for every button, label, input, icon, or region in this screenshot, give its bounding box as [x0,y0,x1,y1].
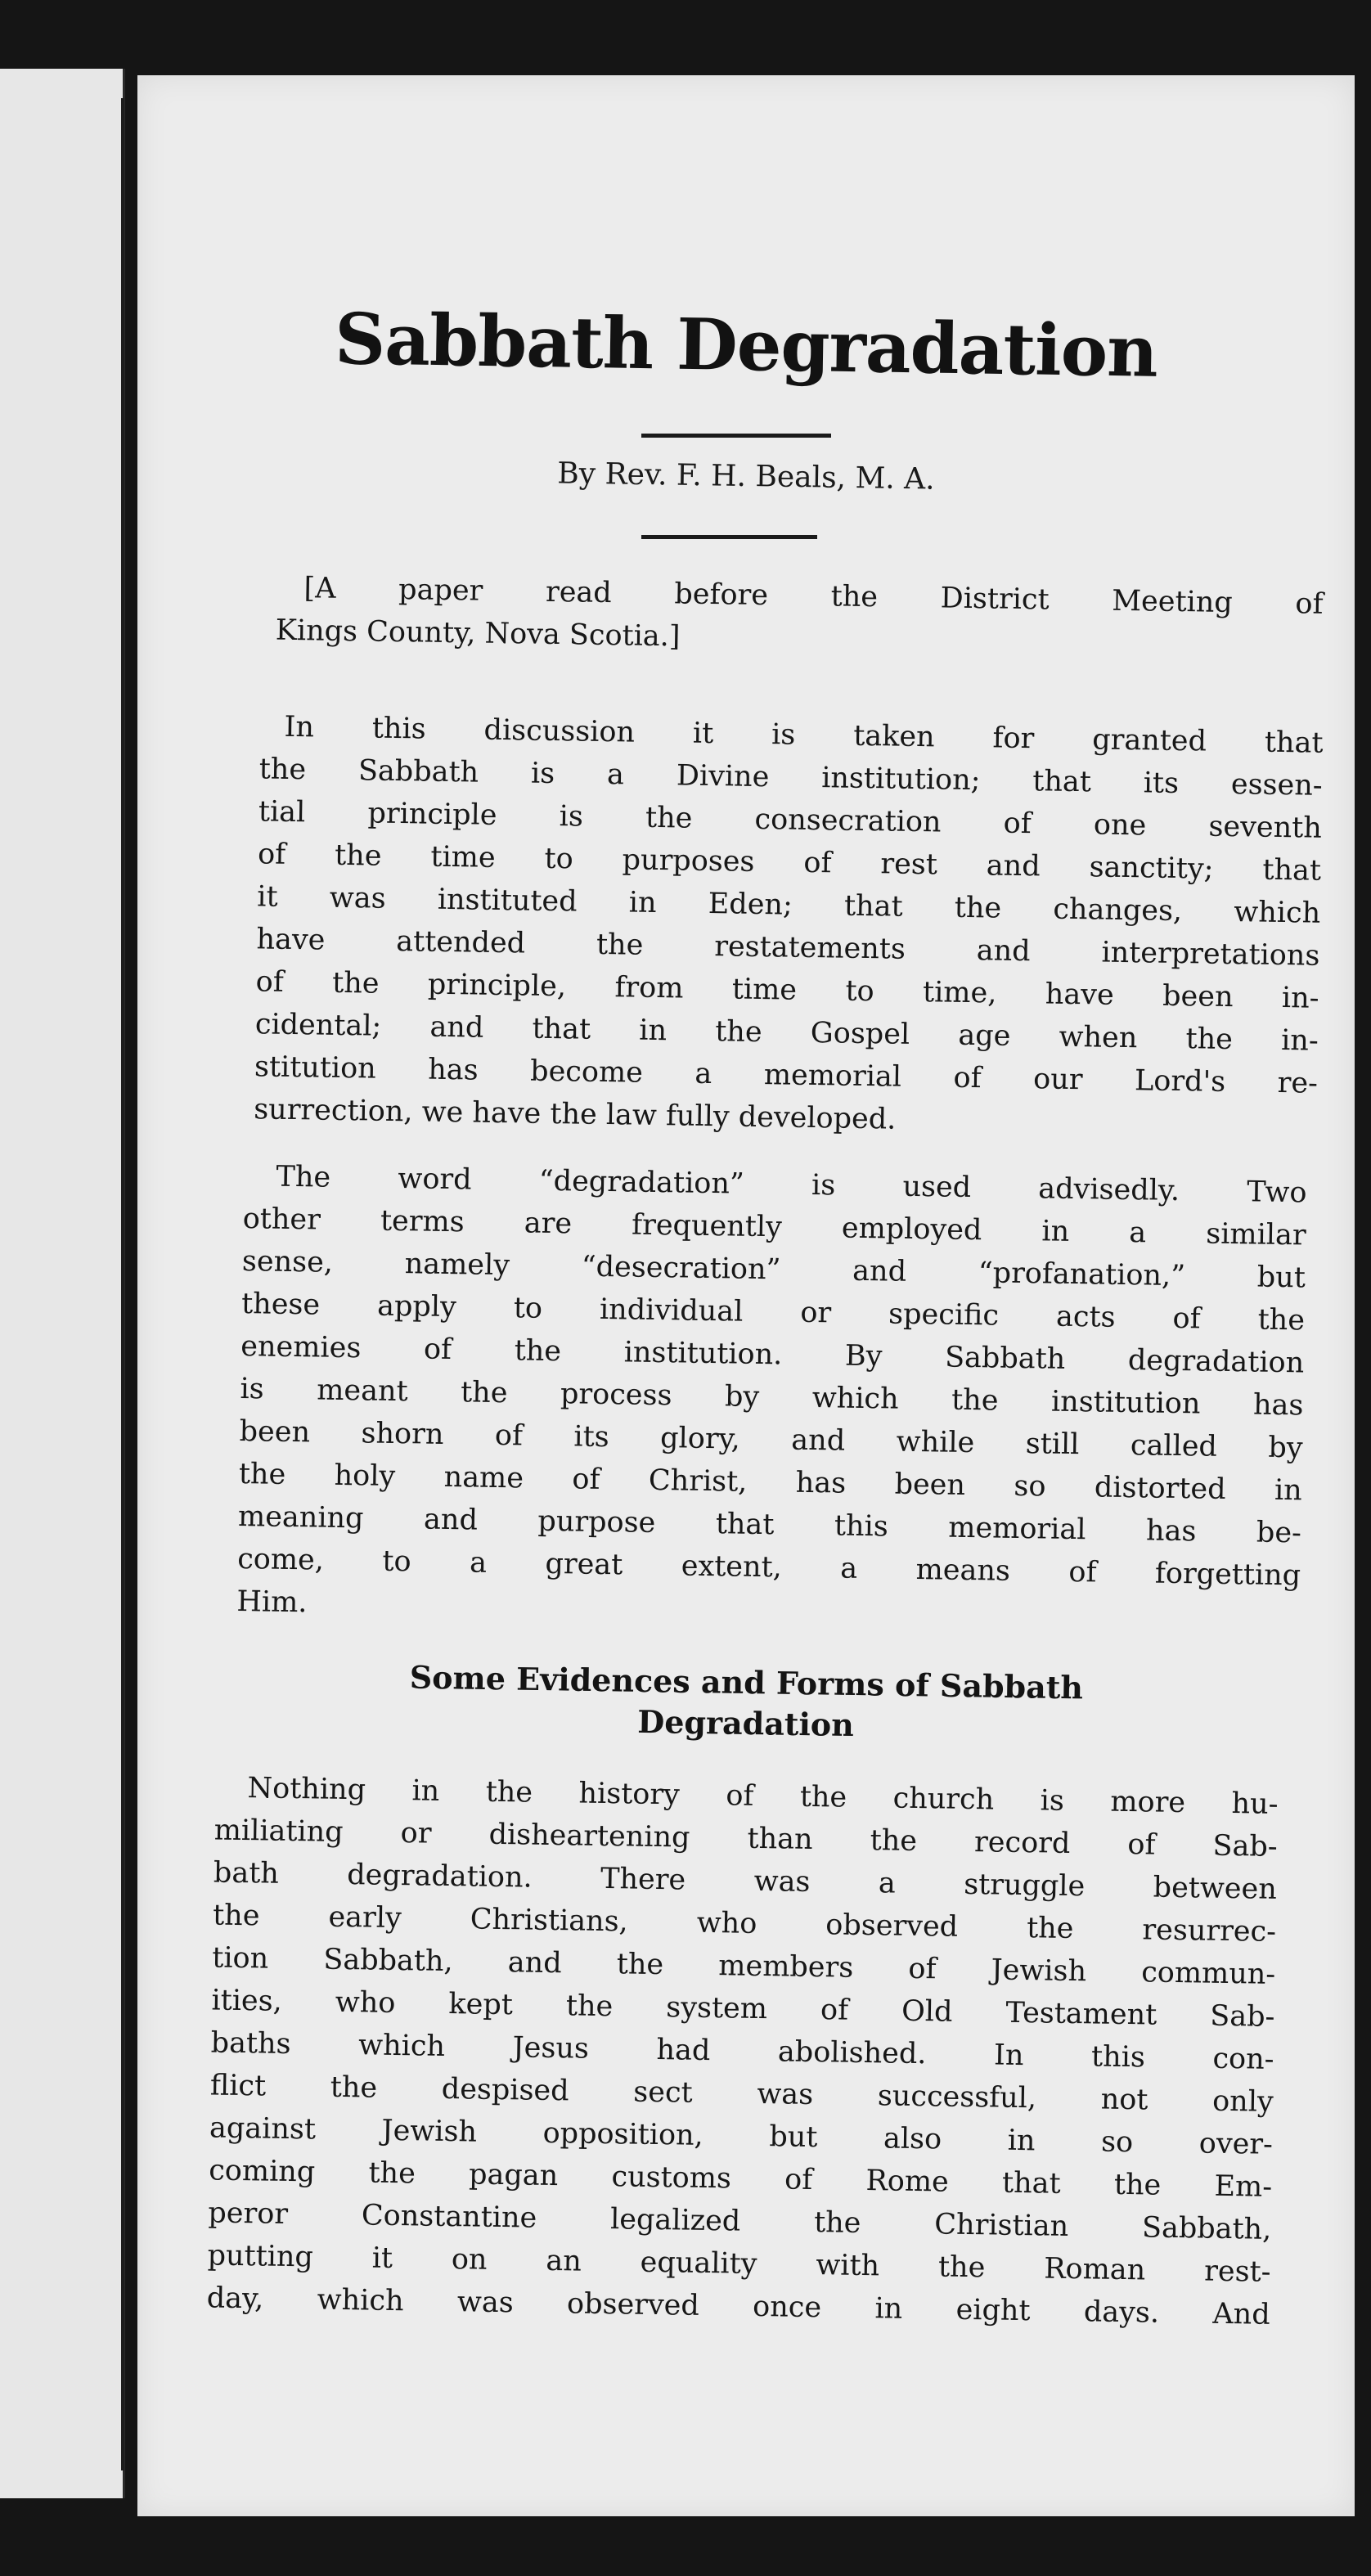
title-divider [641,434,831,438]
document-page [137,75,1355,2516]
editorial-note [137,566,1355,654]
text-line: enemies of the institution. By Sabbath degradation [240,1330,1305,1380]
text-line: Kings County, Nova Scotia.] [275,614,681,654]
text-line: tion Sabbath, and the members of Jewish commun- [212,1941,1276,1991]
text-line: [A paper read before the District Meeting of [303,572,1324,621]
byline-divider [641,535,817,539]
text-line: day, which was observed once in eight days. And [206,2282,1270,2331]
adjacent-page-edge [0,69,125,2498]
section-heading [137,1652,1355,1753]
text-line: other terms are frequently employed in a similar [242,1203,1306,1252]
text-line: been shorn of its glory, and while still called by [239,1415,1303,1465]
section-heading-line: Some Evidences and Forms of Sabbath [409,1658,1084,1706]
text-line: ities, who kept the system of Old Testament Sab- [211,1984,1275,2034]
text-line: coming the pagan customs of Rome that the Em- [208,2154,1273,2204]
text-line: the holy name of Christ, has been so distorted in [238,1457,1303,1508]
text-line: bath degradation. There was a struggle between [213,1856,1278,1906]
text-line: sense, namely “desecration” and “profanation,” but [241,1245,1306,1295]
text-line: the Sabbath is a Divine institution; that its essen- [258,753,1323,802]
paragraph-3 [137,1767,1355,2331]
text-line: Nothing in the history of the church is more hu- [247,1772,1279,1821]
page-gutter-line [121,98,124,2470]
text-line: have attended the restatements and interpretations [256,923,1320,973]
text-line: come, to a great extent, a means of forgetting [236,1542,1301,1593]
text-line: surrection, we have the law fully developed. [253,1093,897,1136]
text-line: cidental; and that in the Gospel age when the in- [254,1008,1319,1058]
text-line: against Jewish opposition, but also in so over- [209,2111,1274,2161]
author-byline: By Rev. F. H. Beals, M. A. [556,456,936,497]
text-line: baths which Jesus had abolished. In this con- [210,2026,1274,2076]
text-line: tial principle is the consecration of one seventh [258,795,1323,845]
text-line: the early Christians, who observed the resurrec- [212,1899,1277,1949]
text-line: Him. [236,1585,308,1620]
paragraph-1 [137,705,1355,1136]
text-line: The word “degradation” is used advisedly. Two [276,1160,1307,1210]
page-title: Sabbath Degradation [334,298,1158,393]
text-line: is meant the process by which the institution has [240,1373,1304,1423]
text-line: In this discussion it is taken for granted that [284,710,1324,760]
text-line: these apply to individual or specific acts of the [240,1288,1306,1337]
text-line: of the time to purposes of rest and sanctity; that [257,838,1322,888]
text-line: of the principle, from time to time, have been in- [255,965,1319,1015]
text-line: peror Constantine legalized the Christian Sabbath, [208,2196,1272,2246]
text-line: miliating or disheartening than the record of Sab- [214,1814,1278,1863]
text-line: meaning and purpose that this memorial has be- [237,1499,1302,1550]
text-line: putting it on an equality with the Roman rest- [207,2239,1271,2289]
paragraph-2 [137,1155,1355,1620]
text-line: it was instituted in Eden; that the changes, which [257,880,1321,930]
section-heading-line: Degradation [637,1702,855,1744]
text-line: flict the despised sect was successful, not only [209,2069,1274,2119]
text-line: stitution has become a memorial of our Lord's re- [254,1050,1319,1100]
